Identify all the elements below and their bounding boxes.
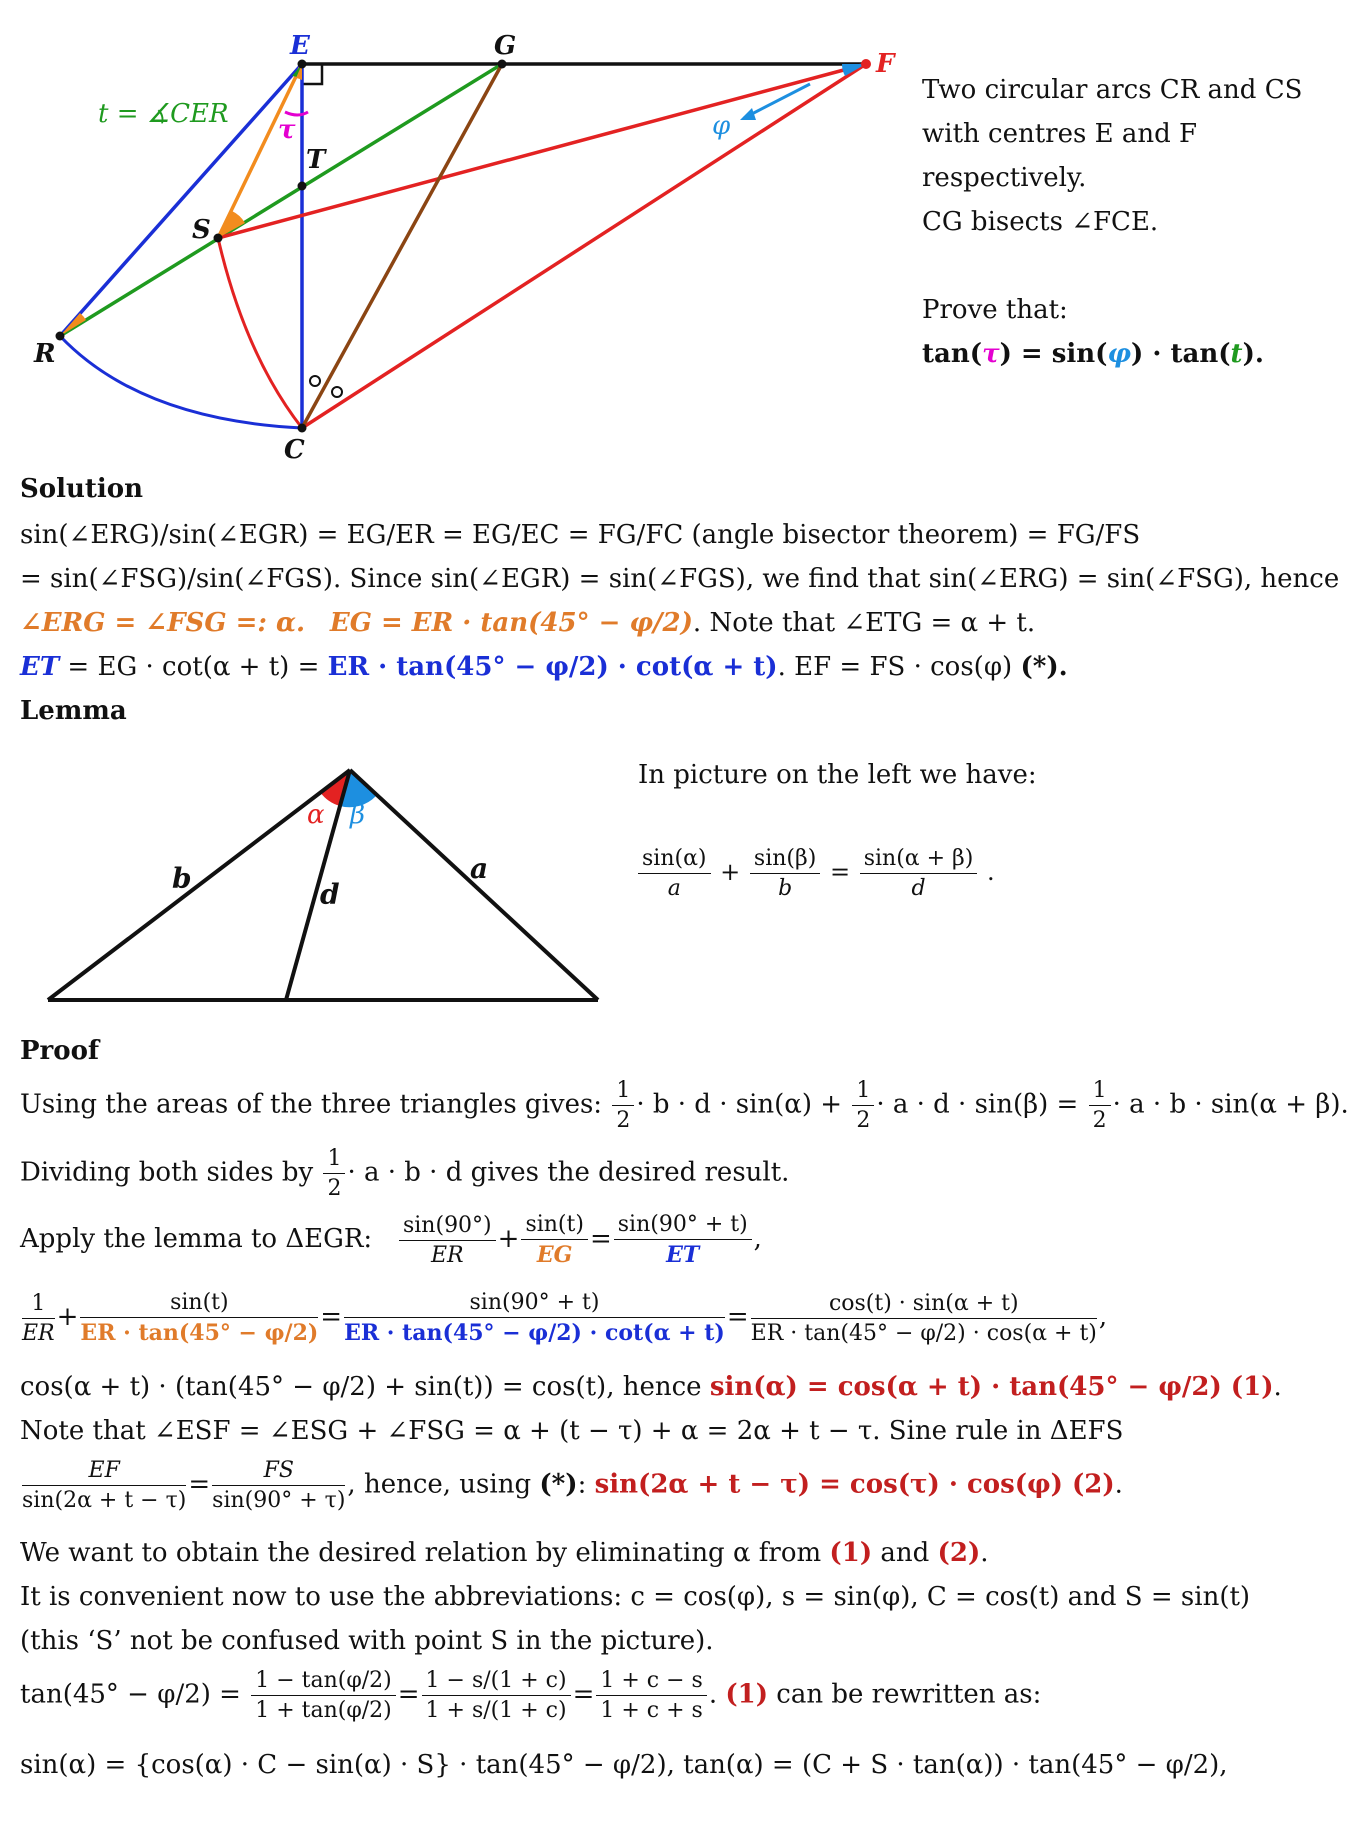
formula-part-sin: ) = sin( xyxy=(999,339,1108,369)
lemma-frac-1 xyxy=(638,846,711,901)
p8-a: We want to obtain the desired relation by eliminating α from xyxy=(20,1538,830,1568)
lemma-side-b xyxy=(48,770,350,1000)
p3-frac-2 xyxy=(521,1212,588,1268)
phi-arrowhead xyxy=(740,108,756,120)
angle-at-r xyxy=(60,313,86,336)
solution-l3-angles: ∠ERG = ∠FSG =: α. xyxy=(20,608,306,638)
p3-f2-num: sin(t) xyxy=(521,1212,588,1240)
p7-f2-den: sin(90° + τ) xyxy=(212,1488,346,1513)
p7-f1-den: sin(2α + t − τ) xyxy=(22,1488,187,1513)
p7-a: , hence, using xyxy=(347,1469,540,1500)
lemma-heading: Lemma xyxy=(20,696,127,726)
lemma-frac-2-num: sin(β) xyxy=(750,846,820,874)
p4-f4-num: cos(t) · sin(α + t) xyxy=(751,1291,1097,1319)
lemma-frac-1-num: sin(α) xyxy=(638,846,711,874)
solution-l4-blue: ER · tan(45° − φ/2) · cot(α + t) xyxy=(327,652,778,682)
p8-c: and xyxy=(872,1538,938,1568)
label-f: F xyxy=(876,49,895,79)
lemma-frac-3-den: d xyxy=(911,876,926,901)
point-s xyxy=(214,234,223,243)
proof-p2-pre: Dividing both sides by xyxy=(20,1157,322,1188)
problem-line-4: CG bisects ∠FCE. xyxy=(922,207,1159,237)
lemma-diagram xyxy=(0,740,620,1020)
label-e: E xyxy=(290,31,310,61)
solution-l4-ef: . EF = FS · cos(φ) xyxy=(777,652,1021,682)
problem-line-2: with centres E and F xyxy=(922,119,1198,149)
geometry-diagram xyxy=(0,0,920,470)
lemma-frac-3-num: sin(α + β) xyxy=(860,846,978,874)
label-s: S xyxy=(192,215,211,245)
lemma-label-b: b xyxy=(172,862,192,895)
equal-angle-mark-1 xyxy=(310,376,320,386)
p11-f1-num: 1 − tan(φ/2) xyxy=(251,1668,396,1696)
line-cg xyxy=(302,64,502,428)
half-frac-3 xyxy=(1089,1078,1111,1133)
point-f xyxy=(861,59,871,69)
p11-frac-2 xyxy=(422,1668,571,1723)
p5-a: cos(α + t) · (tan(45° − φ/2) + sin(t)) = cos(t), hence xyxy=(20,1372,710,1402)
lemma-intro: In picture on the left we have: xyxy=(638,760,1037,790)
lemma-label-beta: β xyxy=(350,800,366,830)
problem-line-1: Two circular arcs CR and CS xyxy=(922,75,1303,105)
formula-part-tan2: ) · tan( xyxy=(1131,339,1231,369)
solution-line-3 xyxy=(20,608,1035,638)
p7-e: . xyxy=(1114,1469,1123,1500)
half-frac-2 xyxy=(852,1078,874,1133)
p11-f2-den: 1 + s/(1 + c) xyxy=(425,1698,567,1723)
proof-line-1 xyxy=(20,1078,1349,1133)
proof-p1-t1: · b · d · sin(α) + xyxy=(636,1089,843,1120)
p4-f2-den: ER · tan(45° − φ/2) xyxy=(80,1320,319,1346)
lemma-frac-2-den: b xyxy=(778,876,793,901)
half-den: 2 xyxy=(856,1108,871,1133)
proof-line-12: sin(α) = {cos(α) · C − sin(α) · S} · tan(45° − φ/2), tan(α) = (C + S · tan(α)) · tan(45° − φ/2), xyxy=(20,1750,1228,1780)
p7-c: : xyxy=(577,1469,595,1500)
solution-line-2: = sin(∠FSG)/sin(∠FGS). Since sin(∠EGR) = sin(∠FGS), we find that sin(∠ERG) = sin(∠FSG), hence xyxy=(20,564,1340,594)
p3-end: , xyxy=(753,1224,762,1254)
p3-f2-den: EG xyxy=(536,1242,573,1268)
p5-c: . xyxy=(1273,1372,1282,1402)
p11-pre: tan(45° − φ/2) = xyxy=(20,1679,241,1710)
solution-l3-eg: EG = ER · tan(45° − φ/2) xyxy=(329,608,693,638)
formula-part-phi: φ xyxy=(1107,339,1132,369)
lemma-plus: + xyxy=(720,858,741,886)
p8-ref1: (1) xyxy=(829,1538,873,1568)
p11-c: can be rewritten as: xyxy=(768,1679,1042,1710)
p3-frac-3 xyxy=(614,1212,752,1268)
label-phi: φ xyxy=(712,111,731,141)
line-cf xyxy=(302,64,866,428)
lemma-frac-1-den: a xyxy=(667,876,681,901)
p11-frac-3 xyxy=(596,1668,706,1723)
lemma-side-a xyxy=(350,770,598,1000)
solution-line-1: sin(∠ERG)/sin(∠EGR) = EG/ER = EG/EC = FG/FC (angle bisector theorem) = FG/FS xyxy=(20,520,1141,550)
p3-f3-den: ET xyxy=(666,1242,700,1268)
solution-heading: Solution xyxy=(20,474,144,504)
p11-f3-den: 1 + c + s xyxy=(600,1698,703,1723)
problem-statement xyxy=(922,68,1302,376)
proof-line-2 xyxy=(20,1146,789,1201)
lemma-label-d: d xyxy=(320,878,340,911)
p11-f2-num: 1 − s/(1 + c) xyxy=(422,1668,571,1696)
solution-l4-et: ET xyxy=(20,652,60,682)
point-c xyxy=(298,424,307,433)
half-den: 2 xyxy=(1092,1108,1107,1133)
lemma-formula xyxy=(636,846,995,901)
label-t: T xyxy=(306,145,326,175)
solution-l4-mid: = EG · cot(α + t) = xyxy=(59,652,328,682)
p7-eq2: sin(2α + t − τ) = cos(τ) · cos(φ) (2) xyxy=(594,1469,1115,1500)
p11-frac-1 xyxy=(251,1668,396,1723)
half-num: 1 xyxy=(612,1078,634,1106)
p4-f2-num: sin(t) xyxy=(80,1290,318,1318)
p4-f1-den: ER xyxy=(22,1320,55,1346)
p4-frac-1 xyxy=(22,1291,55,1346)
point-t xyxy=(298,182,307,191)
proof-p2-post: · a · b · d gives the desired result. xyxy=(347,1157,790,1188)
p3-f1-num: sin(90°) xyxy=(399,1213,496,1241)
half-den: 2 xyxy=(327,1176,342,1201)
proof-line-4: $\frac{1}{ER}$ + $\frac{\sin(t)}{ER \cdot \tan(45^\circ - \varphi/2)}$ = $\frac{\sin(90^\circ + t)}{ER \cdot \tan(45^\circ - \varphi/2) \cdot \cot(\alpha + t)}$ = $\frac{\cos(t) \cdot \sin(\alpha + t)}{ER \cdot \tan(45^\circ - \varphi/2) \cdot \cos(\alpha + t)}$ , xyxy=(22,1290,1108,1346)
lemma-label-alpha: α xyxy=(307,800,325,830)
arc-cr xyxy=(60,336,302,428)
formula-part-tau: τ xyxy=(982,339,1000,369)
lemma-frac-2 xyxy=(750,846,820,901)
proof-line-11: tan(45° − φ/2) = $\frac{1 - \tan(\varphi/2)}{1 + \tan(\varphi/2)}$ = $\frac{1 - s/(1 + c)}{1 + s/(1 + c)}$ = $\frac{1 + c - s}{1 + c + s}$ . (1) can be rewritten as: xyxy=(20,1668,1042,1723)
half-den: 2 xyxy=(616,1108,631,1133)
equal-angle-mark-2 xyxy=(332,387,342,397)
p4-frac-3 xyxy=(344,1290,725,1346)
proof-p1-t3: · a · b · sin(α + β). xyxy=(1112,1089,1349,1120)
half-frac-1 xyxy=(612,1078,634,1133)
p7-star: (*) xyxy=(539,1469,578,1500)
half-num: 1 xyxy=(323,1146,345,1174)
p3-f3-num: sin(90° + t) xyxy=(614,1212,752,1240)
formula-part-end: ). xyxy=(1242,339,1264,369)
p7-frac-1 xyxy=(22,1458,186,1513)
proof-line-3: Apply the lemma to ΔEGR: $\frac{\sin(90^\circ)}{ER}$ + $\frac{\sin(t)}{EG}$ = $\frac{\sin(90^\circ + t)}{ET}$ , xyxy=(20,1212,762,1268)
proof-line-6: Note that ∠ESF = ∠ESG + ∠FSG = α + (t − τ) + α = 2α + t − τ. Sine rule in ΔEFS xyxy=(20,1416,1124,1446)
proof-line-9: It is convenient now to use the abbreviations: c = cos(φ), s = sin(φ), C = cos(t) and S = sin(t) xyxy=(20,1582,1251,1612)
p3-f1-den: ER xyxy=(431,1242,464,1268)
point-r xyxy=(56,332,65,341)
p3-frac-1 xyxy=(399,1213,496,1268)
p7-f2-num: FS xyxy=(212,1458,345,1486)
proof-heading: Proof xyxy=(20,1036,100,1066)
p4-end: , xyxy=(1098,1302,1108,1332)
proof-p1-t2: · a · d · sin(β) = xyxy=(876,1089,1079,1120)
p11-f3-num: 1 + c − s xyxy=(596,1668,706,1696)
proof-line-5 xyxy=(20,1372,1282,1402)
p11-dot: . xyxy=(708,1679,726,1710)
label-g: G xyxy=(494,31,517,61)
lemma-end: . xyxy=(987,858,995,886)
label-c: C xyxy=(284,435,305,465)
p5-eq1: sin(α) = cos(α + t) · tan(45° − φ/2) (1) xyxy=(709,1372,1274,1402)
arc-cs xyxy=(218,238,302,428)
half-num: 1 xyxy=(852,1078,874,1106)
solution-l4-star: (*). xyxy=(1020,652,1068,682)
p7-f1-num: EF xyxy=(22,1458,186,1486)
proof-line-7: $\frac{EF}{\sin(2\alpha + t - \tau)}$ = $\frac{FS}{\sin(90^\circ + \tau)}$ , hence, using (*): sin(2α + t − τ) = cos(τ) · cos(φ) (2). xyxy=(22,1458,1123,1513)
problem-line-3: respectively. xyxy=(922,163,1087,193)
label-t-definition: t = ∡CER xyxy=(98,99,229,129)
lemma-label-a: a xyxy=(470,852,489,885)
proof-p3-pre: Apply the lemma to ΔEGR: xyxy=(20,1224,373,1254)
lemma-frac-3 xyxy=(860,846,978,901)
half-num: 1 xyxy=(1089,1078,1111,1106)
proof-line-10: (this ‘S’ not be confused with point S in the picture). xyxy=(20,1626,714,1656)
formula-part-t: t xyxy=(1230,339,1243,369)
p11-ref1: (1) xyxy=(725,1679,769,1710)
p4-frac-2 xyxy=(80,1290,318,1346)
p4-f1-num: 1 xyxy=(22,1291,55,1319)
solution-line-4 xyxy=(20,652,1068,682)
proof-p1-pre: Using the areas of the three triangles gives: xyxy=(20,1089,611,1120)
half-frac-4 xyxy=(323,1146,345,1201)
label-tau: τ xyxy=(278,115,296,145)
label-r: R xyxy=(34,339,56,369)
p8-e: . xyxy=(980,1538,989,1568)
p11-f1-den: 1 + tan(φ/2) xyxy=(255,1698,392,1723)
solution-l3-rest: . Note that ∠ETG = α + t. xyxy=(692,608,1036,638)
proof-line-8 xyxy=(20,1538,989,1568)
prove-label: Prove that: xyxy=(922,295,1068,325)
prove-formula xyxy=(922,332,1302,376)
p4-f4-den: ER · tan(45° − φ/2) · cos(α + t) xyxy=(750,1320,1097,1346)
p4-frac-4 xyxy=(751,1291,1097,1346)
p4-f3-num: sin(90° + t) xyxy=(344,1290,725,1318)
lemma-eq: = xyxy=(829,858,851,886)
formula-part-tan: tan( xyxy=(922,339,983,369)
p8-ref2: (2) xyxy=(937,1538,981,1568)
p4-f3-den: ER · tan(45° − φ/2) · cot(α + t) xyxy=(344,1320,725,1346)
p7-frac-2 xyxy=(212,1458,345,1513)
